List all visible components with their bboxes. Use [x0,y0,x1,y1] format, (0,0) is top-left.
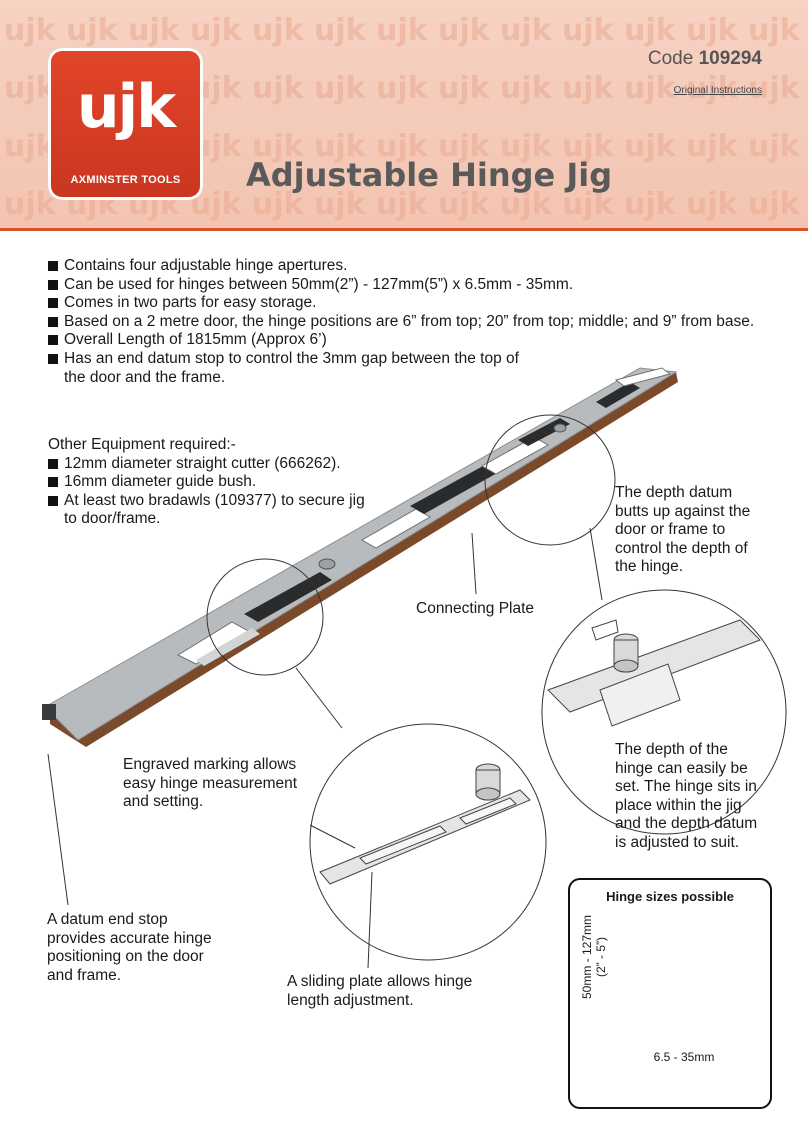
feature-text: Overall Length of 1815mm (Approx 6’) [64,331,327,349]
list-item [48,331,768,350]
feature-text: Comes in two parts for easy storage. [64,294,317,312]
bullet-square-icon [48,317,58,327]
callout-datum-end-stop: A datum end stop provides accurate hinge positioning on the door and frame. [47,911,212,984]
feature-text: Contains four adjustable hinge apertures. [64,257,348,274]
bullet-square-icon [48,335,58,345]
callout-sliding-plate: A sliding plate allows hinge length adjustment. [287,973,473,1009]
list-item [48,350,534,387]
list-item [48,257,768,276]
hinge-sizes-box [568,878,772,1109]
hinge-height-range [580,897,608,1017]
bullet-square-icon [48,298,58,308]
bullet-square-icon [48,459,58,469]
bullet-square-icon [48,261,58,271]
logo-subtitle: AXMINSTER TOOLS [70,174,181,186]
callout-depth-of-hinge: The depth of the hinge can easily be set. The hinge sits in place within the jig and the depth datum is adjusted to suit. [615,741,758,851]
list-item [48,313,768,332]
equipment-text: 12mm diameter straight cutter (666262). [64,454,341,472]
hinge-height-in: (2” - 5”) [594,937,608,977]
list-item [48,294,768,313]
equipment-text: 16mm diameter guide bush. [64,473,257,491]
hinge-width-range: 6.5 - 35mm [653,1050,715,1064]
equipment-heading: Other Equipment required:- [48,436,236,453]
logo-mark: ujk [76,72,175,142]
bullet-square-icon [48,354,58,364]
list-item [48,492,378,529]
callout-connecting-plate: Connecting Plate [416,600,535,617]
feature-text: Has an end datum stop to control the 3mm gap between the top of the door and the frame. [64,349,519,386]
bullet-square-icon [48,496,58,506]
hinge-height-mm: 50mm - 127mm [580,914,594,1000]
feature-text: Based on a 2 metre door, the hinge positions are 6” from top; 20” from top; middle; and 9” from base. [64,312,755,330]
equipment-text: At least two bradawls (109377) to secure jig to door/frame. [64,491,365,528]
callout-engraved-marking: Engraved marking allows easy hinge measurement and setting. [123,756,298,811]
feature-text: Can be used for hinges between 50mm(2”) - 127mm(5”) x 6.5mm - 35mm. [64,275,574,293]
bullet-square-icon [48,477,58,487]
page-title: Adjustable Hinge Jig [246,156,613,194]
equipment-section [48,436,378,529]
code-value: 109294 [698,48,762,69]
original-instructions: Original Instructions [673,85,762,96]
equipment-list [48,455,378,529]
feature-list [48,257,768,387]
code-label: Code [647,48,694,69]
callout-depth-datum: The depth datum butts up against the door or frame to control the depth of the hinge. [615,484,751,576]
list-item [48,455,378,474]
list-item [48,473,378,492]
bullet-square-icon [48,280,58,290]
hinge-box-title: Hinge sizes possible [606,889,734,904]
list-item [48,276,768,295]
